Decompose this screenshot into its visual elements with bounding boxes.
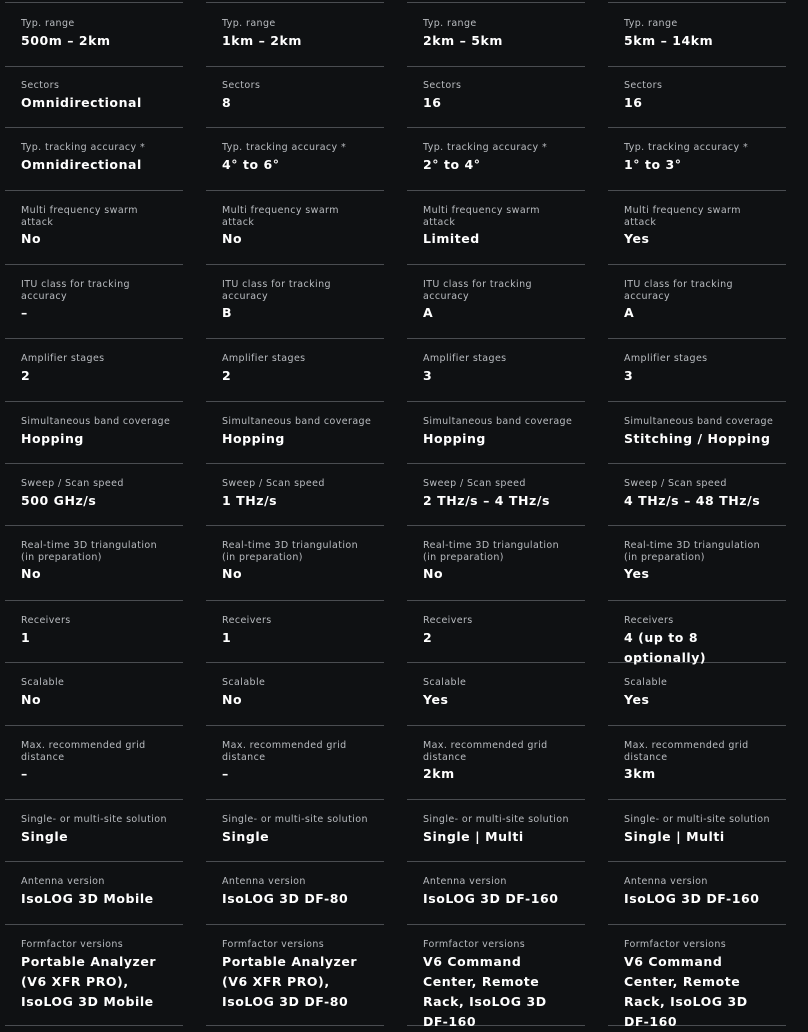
- spec-row: [206, 338, 384, 402]
- spec-cell: [423, 615, 573, 648]
- spec-label: Scalable: [222, 677, 266, 688]
- spec-row: [407, 861, 585, 925]
- spec-label: Real-time 3D triangulation (in preparation): [624, 540, 760, 563]
- spec-cell: [21, 205, 171, 249]
- spec-value: IsoLOG 3D DF-160: [624, 890, 760, 906]
- spec-cell: [624, 279, 774, 323]
- spec-cell: [222, 353, 372, 386]
- spec-row: [5, 65, 183, 128]
- spec-cell: [21, 740, 171, 784]
- spec-row: [5, 799, 183, 862]
- spec-value: Portable Analyzer (V6 XFR PRO), IsoLOG 3D DF-80: [222, 953, 358, 1009]
- spec-cell: [624, 416, 774, 449]
- spec-label: Formfactor versions: [423, 939, 526, 950]
- spec-value: No: [222, 231, 243, 246]
- spec-value: 3: [423, 367, 433, 383]
- spec-cell: [21, 142, 171, 175]
- spec-cell: [624, 142, 774, 175]
- spec-cell: [222, 416, 372, 449]
- spec-row: [608, 190, 786, 265]
- spec-row: [407, 190, 585, 265]
- spec-row: [206, 401, 384, 464]
- spec-label: Max. recommended grid distance: [222, 740, 347, 763]
- spec-value: 16: [624, 94, 643, 110]
- spec-label: Receivers: [624, 615, 674, 626]
- spec-row: [407, 2, 585, 67]
- spec-row: [206, 662, 384, 726]
- spec-row: [206, 924, 384, 1026]
- spec-value: A: [423, 305, 434, 320]
- spec-row: [608, 463, 786, 526]
- spec-cell: [423, 353, 573, 386]
- spec-cell: [423, 814, 573, 847]
- spec-label: Real-time 3D triangulation (in preparation): [423, 540, 559, 563]
- spec-row: [5, 338, 183, 402]
- spec-value: 3: [624, 367, 634, 383]
- spec-row: [5, 662, 183, 726]
- spec-cell: [21, 18, 171, 51]
- spec-label: Real-time 3D triangulation (in preparation): [21, 540, 157, 563]
- spec-row: [608, 264, 786, 339]
- spec-row: [206, 190, 384, 265]
- spec-label: Sectors: [222, 80, 261, 91]
- spec-label: Amplifier stages: [624, 353, 708, 364]
- spec-cell: [624, 615, 774, 668]
- spec-value: 1km – 2km: [222, 32, 302, 48]
- spec-value: 2 THz/s – 4 THz/s: [423, 492, 550, 508]
- spec-row: [206, 65, 384, 128]
- spec-value: 2: [21, 367, 31, 383]
- spec-value: –: [21, 305, 28, 320]
- spec-value: No: [423, 566, 444, 581]
- spec-value: Hopping: [222, 430, 285, 446]
- spec-value: Yes: [624, 691, 650, 707]
- spec-row: [5, 401, 183, 464]
- spec-value: V6 Command Center, Remote Rack, IsoLOG 3D DF-160: [423, 953, 547, 1029]
- spec-label: Sectors: [423, 80, 462, 91]
- spec-value: No: [21, 231, 42, 246]
- spec-cell: [21, 478, 171, 511]
- spec-label: ITU class for tracking accuracy: [624, 279, 733, 302]
- spec-row: [206, 2, 384, 67]
- spec-row: [608, 662, 786, 726]
- spec-row: [206, 799, 384, 862]
- spec-label: Antenna version: [423, 876, 507, 887]
- spec-label: Single- or multi-site solution: [222, 814, 368, 825]
- spec-label: Max. recommended grid distance: [21, 740, 146, 763]
- spec-cell: [21, 677, 171, 710]
- spec-label: Max. recommended grid distance: [624, 740, 749, 763]
- spec-cell: [222, 939, 372, 1012]
- spec-label: Typ. range: [21, 18, 75, 29]
- spec-value: Yes: [624, 566, 650, 581]
- spec-row: [5, 861, 183, 925]
- spec-label: Multi frequency swarm attack: [423, 205, 540, 228]
- spec-cell: [21, 279, 171, 323]
- spec-label: Amplifier stages: [423, 353, 507, 364]
- spec-row: [206, 861, 384, 925]
- spec-cell: [423, 876, 573, 909]
- spec-cell: [624, 677, 774, 710]
- spec-cell: [624, 18, 774, 51]
- spec-value: 500m – 2km: [21, 32, 111, 48]
- spec-label: Simultaneous band coverage: [21, 416, 171, 427]
- spec-value: 16: [423, 94, 442, 110]
- spec-cell: [423, 939, 573, 1032]
- spec-value: 1: [222, 629, 232, 645]
- spec-cell: [624, 205, 774, 249]
- spec-cell: [21, 615, 171, 648]
- spec-row: [608, 525, 786, 601]
- spec-row: [608, 600, 786, 663]
- spec-value: Single: [21, 828, 69, 844]
- spec-label: Receivers: [21, 615, 71, 626]
- spec-value: Hopping: [21, 430, 84, 446]
- spec-row: [407, 600, 585, 663]
- spec-row: [5, 2, 183, 67]
- spec-value: Yes: [624, 231, 650, 246]
- spec-cell: [423, 80, 573, 113]
- spec-label: Receivers: [222, 615, 272, 626]
- spec-row: [5, 127, 183, 191]
- spec-value: No: [222, 566, 243, 581]
- spec-cell: [423, 416, 573, 449]
- spec-row: [407, 65, 585, 128]
- spec-row: [608, 799, 786, 862]
- spec-row: [407, 924, 585, 1029]
- spec-row: [206, 600, 384, 663]
- spec-value: 4° to 6°: [222, 156, 280, 172]
- spec-row: [5, 525, 183, 601]
- spec-cell: [624, 814, 774, 847]
- spec-value: No: [222, 691, 243, 707]
- spec-cell: [423, 205, 573, 249]
- spec-value: IsoLOG 3D Mobile: [21, 890, 154, 906]
- spec-value: 500 GHz/s: [21, 492, 97, 508]
- spec-label: Amplifier stages: [21, 353, 105, 364]
- spec-value: –: [21, 766, 28, 781]
- spec-row: [206, 127, 384, 191]
- spec-value: 5km – 14km: [624, 32, 714, 48]
- spec-value: Hopping: [423, 430, 486, 446]
- spec-label: Antenna version: [222, 876, 306, 887]
- spec-cell: [624, 939, 774, 1032]
- spec-cell: [222, 142, 372, 175]
- spec-row: [5, 264, 183, 339]
- spec-value: Single | Multi: [423, 828, 524, 844]
- spec-label: Simultaneous band coverage: [624, 416, 774, 427]
- spec-row: [206, 725, 384, 800]
- spec-value: 1 THz/s: [222, 492, 278, 508]
- spec-row: [407, 725, 585, 800]
- spec-label: Typ. range: [423, 18, 477, 29]
- spec-label: Sweep / Scan speed: [222, 478, 325, 489]
- spec-label: Single- or multi-site solution: [624, 814, 770, 825]
- spec-value: 2: [222, 367, 232, 383]
- spec-row: [407, 127, 585, 191]
- spec-cell: [21, 814, 171, 847]
- spec-value: 8: [222, 94, 232, 110]
- spec-row: [407, 525, 585, 601]
- spec-row: [5, 190, 183, 265]
- spec-cell: [624, 876, 774, 909]
- spec-label: Typ. range: [222, 18, 276, 29]
- spec-label: Multi frequency swarm attack: [222, 205, 339, 228]
- spec-label: Typ. tracking accuracy *: [222, 142, 347, 153]
- spec-label: Formfactor versions: [222, 939, 325, 950]
- spec-label: Scalable: [21, 677, 65, 688]
- spec-value: Limited: [423, 231, 480, 246]
- spec-label: Receivers: [423, 615, 473, 626]
- spec-label: Typ. tracking accuracy *: [624, 142, 749, 153]
- spec-cell: [21, 353, 171, 386]
- spec-value: IsoLOG 3D DF-160: [423, 890, 559, 906]
- spec-value: A: [624, 305, 635, 320]
- spec-row: [407, 662, 585, 726]
- spec-row: [206, 525, 384, 601]
- spec-label: Max. recommended grid distance: [423, 740, 548, 763]
- spec-cell: [624, 478, 774, 511]
- spec-cell: [423, 478, 573, 511]
- spec-label: Real-time 3D triangulation (in preparation): [222, 540, 358, 563]
- spec-value: 2km – 5km: [423, 32, 503, 48]
- spec-cell: [222, 615, 372, 648]
- spec-row: [608, 65, 786, 128]
- spec-cell: [423, 18, 573, 51]
- spec-cell: [222, 18, 372, 51]
- spec-label: Sectors: [21, 80, 60, 91]
- spec-label: Single- or multi-site solution: [423, 814, 569, 825]
- spec-cell: [222, 478, 372, 511]
- spec-cell: [21, 416, 171, 449]
- spec-row: [5, 924, 183, 1026]
- spec-cell: [423, 740, 573, 784]
- spec-value: –: [222, 766, 229, 781]
- spec-label: Amplifier stages: [222, 353, 306, 364]
- spec-row: [407, 799, 585, 862]
- spec-cell: [222, 205, 372, 249]
- spec-cell: [21, 876, 171, 909]
- spec-value: B: [222, 305, 233, 320]
- spec-row: [5, 600, 183, 663]
- spec-label: ITU class for tracking accuracy: [21, 279, 130, 302]
- spec-cell: [222, 814, 372, 847]
- spec-label: Formfactor versions: [624, 939, 727, 950]
- spec-row: [5, 725, 183, 800]
- spec-cell: [222, 677, 372, 710]
- spec-cell: [624, 80, 774, 113]
- spec-value: 4 THz/s – 48 THz/s: [624, 492, 761, 508]
- spec-cell: [222, 540, 372, 584]
- spec-cell: [222, 740, 372, 784]
- spec-value: Stitching / Hopping: [624, 430, 771, 446]
- spec-value: Omnidirectional: [21, 94, 142, 110]
- spec-cell: [624, 353, 774, 386]
- spec-value: Single | Multi: [624, 828, 725, 844]
- spec-row: [608, 338, 786, 402]
- spec-label: Multi frequency swarm attack: [21, 205, 138, 228]
- spec-row: [206, 463, 384, 526]
- spec-label: ITU class for tracking accuracy: [423, 279, 532, 302]
- spec-cell: [423, 142, 573, 175]
- spec-value: 3km: [624, 766, 656, 781]
- spec-cell: [423, 540, 573, 584]
- spec-label: Scalable: [423, 677, 467, 688]
- spec-value: 1° to 3°: [624, 156, 682, 172]
- spec-label: Sweep / Scan speed: [21, 478, 124, 489]
- spec-value: No: [21, 566, 42, 581]
- spec-label: ITU class for tracking accuracy: [222, 279, 331, 302]
- spec-label: Single- or multi-site solution: [21, 814, 167, 825]
- spec-value: 4 (up to 8 optionally): [624, 629, 707, 665]
- spec-label: Typ. tracking accuracy *: [21, 142, 146, 153]
- spec-value: 1: [21, 629, 31, 645]
- spec-row: [608, 924, 786, 1029]
- spec-label: Sweep / Scan speed: [423, 478, 526, 489]
- spec-value: V6 Command Center, Remote Rack, IsoLOG 3D DF-160: [624, 953, 748, 1029]
- spec-label: Sectors: [624, 80, 663, 91]
- spec-value: 2km: [423, 766, 455, 781]
- spec-cell: [624, 740, 774, 784]
- spec-label: Antenna version: [624, 876, 708, 887]
- spec-row: [407, 264, 585, 339]
- spec-cell: [222, 279, 372, 323]
- spec-label: Typ. tracking accuracy *: [423, 142, 548, 153]
- spec-row: [608, 401, 786, 464]
- spec-row: [608, 725, 786, 800]
- spec-value: 2: [423, 629, 433, 645]
- spec-row: [5, 463, 183, 526]
- spec-cell: [423, 279, 573, 323]
- spec-value: IsoLOG 3D DF-80: [222, 890, 349, 906]
- spec-cell: [624, 540, 774, 584]
- spec-cell: [21, 939, 171, 1012]
- spec-label: Typ. range: [624, 18, 678, 29]
- spec-value: Omnidirectional: [21, 156, 142, 172]
- spec-cell: [21, 540, 171, 584]
- spec-row: [407, 463, 585, 526]
- spec-row: [608, 861, 786, 925]
- spec-row: [407, 338, 585, 402]
- spec-cell: [423, 677, 573, 710]
- spec-label: Simultaneous band coverage: [423, 416, 573, 427]
- spec-cell: [21, 80, 171, 113]
- spec-cell: [222, 80, 372, 113]
- spec-value: Portable Analyzer (V6 XFR PRO), IsoLOG 3D Mobile: [21, 953, 157, 1009]
- spec-row: [608, 2, 786, 67]
- spec-value: Single: [222, 828, 270, 844]
- spec-value: Yes: [423, 691, 449, 707]
- spec-cell: [222, 876, 372, 909]
- spec-label: Simultaneous band coverage: [222, 416, 372, 427]
- spec-label: Antenna version: [21, 876, 105, 887]
- spec-label: Formfactor versions: [21, 939, 124, 950]
- spec-label: Scalable: [624, 677, 668, 688]
- spec-value: 2° to 4°: [423, 156, 481, 172]
- spec-row: [407, 401, 585, 464]
- spec-row: [608, 127, 786, 191]
- spec-label: Multi frequency swarm attack: [624, 205, 741, 228]
- spec-row: [206, 264, 384, 339]
- spec-label: Sweep / Scan speed: [624, 478, 727, 489]
- spec-value: No: [21, 691, 42, 707]
